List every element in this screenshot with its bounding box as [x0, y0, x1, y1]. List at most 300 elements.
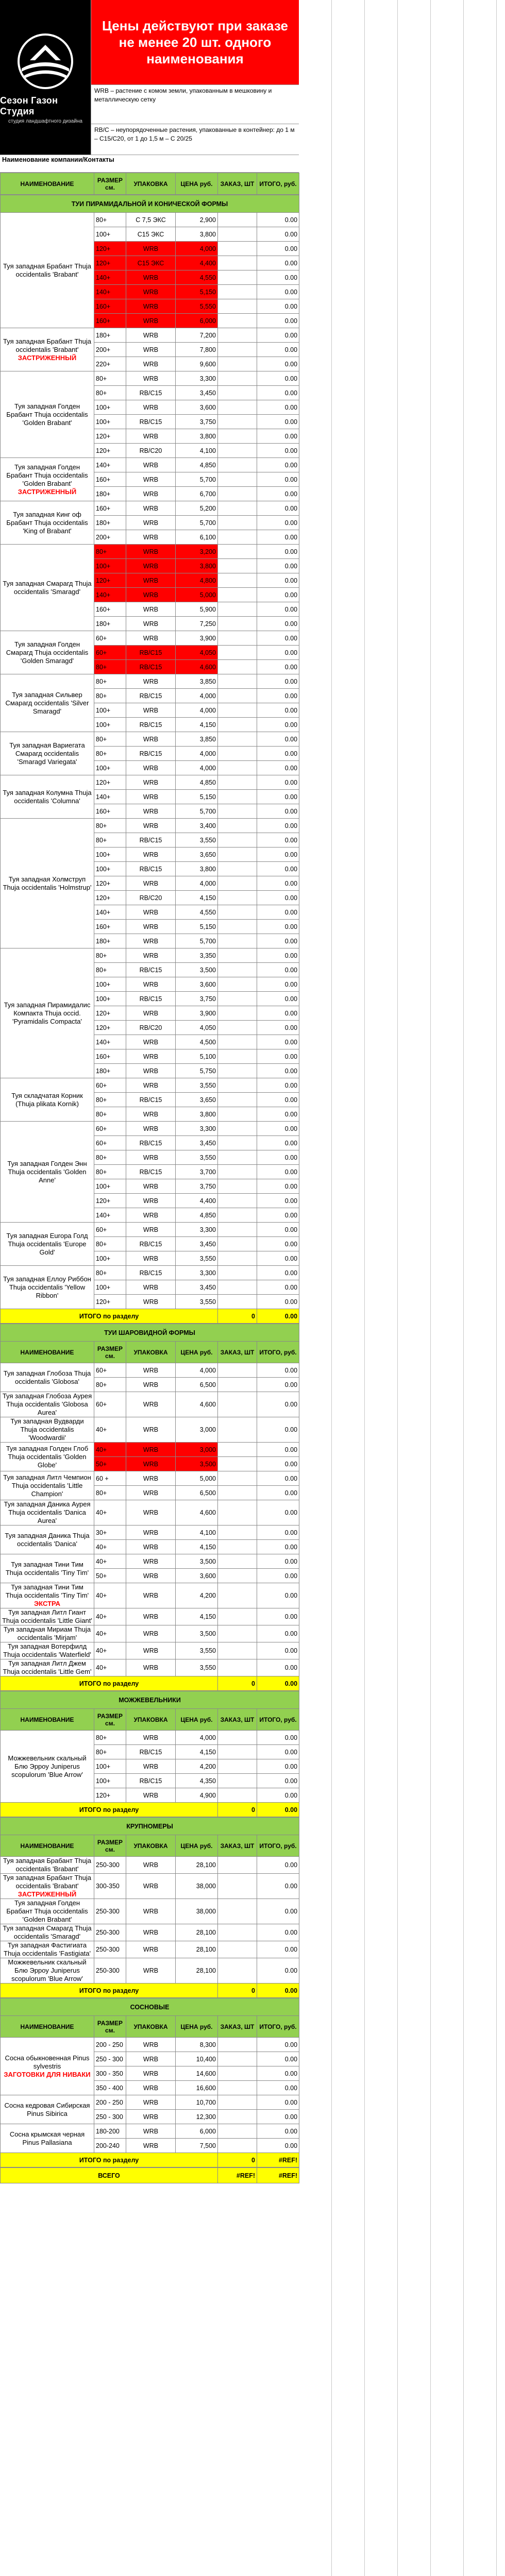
- size-cell: 40+: [94, 1642, 126, 1659]
- row-total-cell: 0.00: [257, 256, 299, 270]
- order-qty-input[interactable]: [218, 617, 257, 631]
- pack-cell: WRB: [126, 934, 176, 948]
- row-total-cell: 0.00: [257, 530, 299, 545]
- size-cell: 80+: [94, 371, 126, 386]
- company-contacts-row[interactable]: Наименование компании/Контакты: [0, 155, 299, 173]
- size-cell: 180+: [94, 487, 126, 501]
- order-qty-input[interactable]: [218, 415, 257, 429]
- order-qty-input[interactable]: [218, 1021, 257, 1035]
- order-qty-input[interactable]: [218, 487, 257, 501]
- size-cell: 40+: [94, 1625, 126, 1642]
- product-name-text: Туя западная Вариегата Смарагд occidentalis 'Smaragd Variegata': [9, 741, 85, 766]
- order-qty-input[interactable]: [218, 314, 257, 328]
- order-qty-input[interactable]: [218, 444, 257, 458]
- order-qty-input[interactable]: [218, 1540, 257, 1554]
- order-qty-input[interactable]: [218, 1165, 257, 1179]
- product-note: ЗАГОТОВКИ ДЛЯ НИВАКИ: [4, 2070, 91, 2078]
- row-total-cell: 0.00: [257, 963, 299, 977]
- order-qty-input[interactable]: [218, 1642, 257, 1659]
- order-qty-input[interactable]: [218, 602, 257, 617]
- product-name-text: Туя западная Еллоу Риббон Thuja occidentalis 'Yellow Ribbon': [3, 1275, 91, 1299]
- product-name: [1, 371, 94, 458]
- price-cell: 4,000: [176, 689, 218, 703]
- order-qty-input[interactable]: [218, 804, 257, 819]
- price-cell: 3,450: [176, 386, 218, 400]
- pack-cell: WRB: [126, 371, 176, 386]
- row-total-cell: 0.00: [257, 2038, 299, 2052]
- table-row: [1, 1659, 299, 1676]
- order-qty-input[interactable]: [218, 1569, 257, 1583]
- order-qty-input[interactable]: [218, 516, 257, 530]
- table-row: [1, 1500, 299, 1526]
- section-table: [0, 1998, 299, 2167]
- product-name: [1, 732, 94, 775]
- order-qty-input[interactable]: [218, 1223, 257, 1237]
- pack-cell: WRB: [126, 1788, 176, 1803]
- table-row: [1, 1941, 299, 1958]
- order-qty-input[interactable]: [218, 1774, 257, 1788]
- section-total-row: [1, 1309, 299, 1324]
- price-cell: 3,550: [176, 1642, 218, 1659]
- order-qty-input[interactable]: [218, 876, 257, 891]
- column-header-pack: УПАКОВКА: [126, 1709, 176, 1731]
- order-qty-input[interactable]: [218, 631, 257, 646]
- price-condition-banner: Цены действуют при заказе не менее 20 шт. одного наименования: [91, 0, 299, 84]
- pack-cell: WRB: [126, 573, 176, 588]
- price-cell: 4,100: [176, 1526, 218, 1540]
- order-qty-input[interactable]: [218, 573, 257, 588]
- pack-cell: RB/C20: [126, 891, 176, 905]
- row-total-cell: 0.00: [257, 1583, 299, 1608]
- order-qty-input[interactable]: [218, 343, 257, 357]
- row-total-cell: 0.00: [257, 1625, 299, 1642]
- section-total-label: ИТОГО по разделу: [1, 1803, 218, 1817]
- size-cell: 140+: [94, 270, 126, 285]
- order-qty-input[interactable]: [218, 1194, 257, 1208]
- price-cell: 3,600: [176, 400, 218, 415]
- pack-cell: WRB: [126, 2081, 176, 2095]
- row-total-cell: 0.00: [257, 1266, 299, 1280]
- order-qty-input[interactable]: [218, 2052, 257, 2066]
- order-qty-input[interactable]: [218, 2081, 257, 2095]
- price-cell: 4,900: [176, 1788, 218, 1803]
- price-cell: 4,000: [176, 242, 218, 256]
- row-total-cell: 0.00: [257, 992, 299, 1006]
- price-cell: 3,800: [176, 862, 218, 876]
- product-name-text: Туя западная Брабант Thuja occidentalis 'Brabant': [3, 337, 91, 353]
- order-qty-input[interactable]: [218, 992, 257, 1006]
- row-total-cell: 0.00: [257, 1150, 299, 1165]
- order-qty-input[interactable]: [218, 1251, 257, 1266]
- table-row: [1, 1526, 299, 1540]
- product-name: [1, 631, 94, 674]
- price-cell: 3,300: [176, 1122, 218, 1136]
- row-total-cell: 0.00: [257, 357, 299, 371]
- note-rb-container: RB/C – неупорядоченные растения, упакованные в контейнер: до 1 м – C15/C20, от 1 до 1,5 м – C 20/25: [91, 124, 299, 155]
- product-name-text: Туя складчатая Корник (Thuja plikata Kornik): [11, 1091, 83, 1108]
- size-cell: 100+: [94, 227, 126, 242]
- row-total-cell: 0.00: [257, 1899, 299, 1924]
- order-qty-input[interactable]: [218, 646, 257, 660]
- order-qty-input[interactable]: [218, 934, 257, 948]
- order-qty-input[interactable]: [218, 689, 257, 703]
- size-cell: 300-350: [94, 1874, 126, 1899]
- order-qty-input[interactable]: [218, 905, 257, 920]
- price-cell: 4,600: [176, 1392, 218, 1417]
- pack-cell: WRB: [126, 530, 176, 545]
- order-qty-input[interactable]: [218, 227, 257, 242]
- column-header-size: РАЗМЕР см.: [94, 1342, 126, 1363]
- table-row: [1, 2124, 299, 2139]
- order-qty-input[interactable]: [218, 963, 257, 977]
- section-title: КРУПНОМЕРЫ: [1, 1818, 299, 1835]
- product-name: [1, 1500, 94, 1526]
- price-cell: 12,300: [176, 2110, 218, 2124]
- order-qty-input[interactable]: [218, 1759, 257, 1774]
- section-table: [0, 1324, 299, 1691]
- order-qty-input[interactable]: [218, 371, 257, 386]
- size-cell: 80+: [94, 1237, 126, 1251]
- order-qty-input[interactable]: [218, 1526, 257, 1540]
- order-qty-input[interactable]: [218, 747, 257, 761]
- pack-cell: WRB: [126, 242, 176, 256]
- pack-cell: WRB: [126, 357, 176, 371]
- order-qty-input[interactable]: [218, 1122, 257, 1136]
- pack-cell: WRB: [126, 761, 176, 775]
- pack-cell: WRB: [126, 472, 176, 487]
- row-total-cell: 0.00: [257, 1924, 299, 1941]
- order-qty-input[interactable]: [218, 1554, 257, 1569]
- price-cell: 6,500: [176, 1378, 218, 1392]
- order-qty-input[interactable]: [218, 1583, 257, 1608]
- order-qty-input[interactable]: [218, 790, 257, 804]
- order-qty-input[interactable]: [218, 530, 257, 545]
- order-qty-input[interactable]: [218, 977, 257, 992]
- row-total-cell: 0.00: [257, 1179, 299, 1194]
- section-table: [0, 1817, 299, 1998]
- price-cell: 3,750: [176, 415, 218, 429]
- column-header-row: [1, 1835, 299, 1857]
- table-row: [1, 1731, 299, 1745]
- pack-cell: WRB: [126, 2038, 176, 2052]
- order-qty-input[interactable]: [218, 1208, 257, 1223]
- size-cell: 40+: [94, 1417, 126, 1443]
- size-cell: 80+: [94, 213, 126, 227]
- table-row: [1, 1642, 299, 1659]
- product-name: [1, 1958, 94, 1984]
- product-name-text: Туя западная Холмструп Thuja occidentalis 'Holmstrup': [3, 875, 92, 891]
- row-total-cell: 0.00: [257, 833, 299, 848]
- order-qty-input[interactable]: [218, 1941, 257, 1958]
- pack-cell: WRB: [126, 2139, 176, 2153]
- pack-cell: WRB: [126, 1659, 176, 1676]
- product-name: [1, 674, 94, 732]
- row-total-cell: 0.00: [257, 1417, 299, 1443]
- logo-emblem-icon: [14, 30, 76, 92]
- product-name-text: Туя западная Мириам Thuja occidentalis 'Mirjam': [3, 1625, 91, 1641]
- size-cell: 80+: [94, 833, 126, 848]
- row-total-cell: 0.00: [257, 270, 299, 285]
- price-cell: 38,000: [176, 1874, 218, 1899]
- size-cell: 200+: [94, 343, 126, 357]
- section-total-sum: 0.00: [257, 1803, 299, 1817]
- price-cell: 3,850: [176, 674, 218, 689]
- size-cell: 60+: [94, 1363, 126, 1378]
- order-qty-input[interactable]: [218, 1924, 257, 1941]
- pack-cell: WRB: [126, 1486, 176, 1500]
- order-qty-input[interactable]: [218, 299, 257, 314]
- row-total-cell: 0.00: [257, 1078, 299, 1093]
- order-qty-input[interactable]: [218, 472, 257, 487]
- pack-cell: WRB: [126, 674, 176, 689]
- price-cell: 4,550: [176, 270, 218, 285]
- size-cell: 50+: [94, 1569, 126, 1583]
- pack-cell: RB/C20: [126, 1021, 176, 1035]
- row-total-cell: 0.00: [257, 1208, 299, 1223]
- product-name: [1, 1642, 94, 1659]
- row-total-cell: 0.00: [257, 314, 299, 328]
- order-qty-input[interactable]: [218, 1179, 257, 1194]
- pack-cell: WRB: [126, 1392, 176, 1417]
- row-total-cell: 0.00: [257, 660, 299, 674]
- order-qty-input[interactable]: [218, 1363, 257, 1378]
- row-total-cell: 0.00: [257, 1237, 299, 1251]
- logo-tagline: студия ландшафтного дизайна: [8, 118, 82, 124]
- row-total-cell: 0.00: [257, 1064, 299, 1078]
- order-qty-input[interactable]: [218, 2095, 257, 2110]
- product-name-text: Туя западная Кинг оф Брабант Thuja occidentalis 'King of Brabant': [6, 510, 88, 535]
- size-cell: 80+: [94, 1266, 126, 1280]
- pack-cell: RB/C15: [126, 1266, 176, 1280]
- size-cell: 80+: [94, 674, 126, 689]
- row-total-cell: 0.00: [257, 2095, 299, 2110]
- order-qty-input[interactable]: [218, 501, 257, 516]
- order-qty-input[interactable]: [218, 1899, 257, 1924]
- column-header-row: [1, 2016, 299, 2038]
- order-qty-input[interactable]: [218, 1266, 257, 1280]
- order-qty-input[interactable]: [218, 1237, 257, 1251]
- price-cell: 3,750: [176, 1179, 218, 1194]
- product-name-text: Туя западная Литл Гиант Thuja occidentalis 'Little Giant': [2, 1608, 92, 1624]
- row-total-cell: 0.00: [257, 862, 299, 876]
- row-total-cell: 0.00: [257, 1049, 299, 1064]
- pack-cell: WRB: [126, 1049, 176, 1064]
- row-total-cell: 0.00: [257, 386, 299, 400]
- order-qty-input[interactable]: [218, 285, 257, 299]
- order-qty-input[interactable]: [218, 718, 257, 732]
- order-qty-input[interactable]: [218, 2124, 257, 2139]
- order-qty-input[interactable]: [218, 2038, 257, 2052]
- order-qty-input[interactable]: [218, 948, 257, 963]
- table-row: [1, 2095, 299, 2110]
- price-cell: 6,000: [176, 2124, 218, 2139]
- price-cell: 3,500: [176, 1625, 218, 1642]
- order-qty-input[interactable]: [218, 862, 257, 876]
- row-total-cell: 0.00: [257, 646, 299, 660]
- order-qty-input[interactable]: [218, 2066, 257, 2081]
- product-name: [1, 1874, 94, 1899]
- order-qty-input[interactable]: [218, 357, 257, 371]
- column-header-name: НАИМЕНОВАНИЕ: [1, 1835, 94, 1857]
- table-row: [1, 775, 299, 790]
- row-total-cell: 0.00: [257, 1136, 299, 1150]
- size-cell: 80+: [94, 1486, 126, 1500]
- column-header-size: РАЗМЕР см.: [94, 173, 126, 195]
- order-qty-input[interactable]: [218, 1443, 257, 1457]
- product-name-text: Туя западная Смарагд Thuja occidentalis 'Smaragd': [3, 579, 92, 596]
- order-qty-input[interactable]: [218, 1049, 257, 1064]
- order-qty-input[interactable]: [218, 1857, 257, 1874]
- order-qty-input[interactable]: [218, 891, 257, 905]
- price-cell: 4,000: [176, 761, 218, 775]
- order-qty-input[interactable]: [218, 1280, 257, 1295]
- order-qty-input[interactable]: [218, 761, 257, 775]
- order-qty-input[interactable]: [218, 545, 257, 559]
- price-cell: 6,700: [176, 487, 218, 501]
- price-cell: 5,150: [176, 920, 218, 934]
- table-row: [1, 1857, 299, 1874]
- order-qty-input[interactable]: [218, 1378, 257, 1392]
- order-qty-input[interactable]: [218, 1093, 257, 1107]
- price-cell: 4,000: [176, 1363, 218, 1378]
- order-qty-input[interactable]: [218, 588, 257, 602]
- order-qty-input[interactable]: [218, 1659, 257, 1676]
- order-qty-input[interactable]: [218, 429, 257, 444]
- order-qty-input[interactable]: [218, 1608, 257, 1625]
- empty-spreadsheet-columns: [299, 0, 505, 2576]
- order-qty-input[interactable]: [218, 660, 257, 674]
- size-cell: 120+: [94, 256, 126, 270]
- order-qty-input[interactable]: [218, 328, 257, 343]
- price-cell: 3,800: [176, 429, 218, 444]
- column-header-name: НАИМЕНОВАНИЕ: [1, 2016, 94, 2038]
- order-qty-input[interactable]: [218, 848, 257, 862]
- pack-cell: WRB: [126, 732, 176, 747]
- order-qty-input[interactable]: [218, 1136, 257, 1150]
- order-qty-input[interactable]: [218, 1471, 257, 1486]
- column-header-row: [1, 173, 299, 195]
- row-total-cell: 0.00: [257, 1659, 299, 1676]
- order-qty-input[interactable]: [218, 458, 257, 472]
- order-qty-input[interactable]: [218, 775, 257, 790]
- column-header-total: ИТОГО, руб.: [257, 1835, 299, 1857]
- size-cell: 120+: [94, 1006, 126, 1021]
- pack-cell: RB/C15: [126, 386, 176, 400]
- size-cell: 60+: [94, 1078, 126, 1093]
- table-row: [1, 732, 299, 747]
- order-qty-input[interactable]: [218, 1625, 257, 1642]
- pack-cell: WRB: [126, 977, 176, 992]
- order-qty-input[interactable]: [218, 833, 257, 848]
- column-header-pack: УПАКОВКА: [126, 1342, 176, 1363]
- price-cell: 4,400: [176, 256, 218, 270]
- section-total-sum: 0.00: [257, 1309, 299, 1324]
- grand-total-order: #REF!: [218, 2168, 257, 2183]
- price-cell: 5,700: [176, 804, 218, 819]
- size-cell: 250 - 300: [94, 2110, 126, 2124]
- order-qty-input[interactable]: [218, 1457, 257, 1471]
- order-qty-input[interactable]: [218, 213, 257, 227]
- order-qty-input[interactable]: [218, 920, 257, 934]
- order-qty-input[interactable]: [218, 703, 257, 718]
- row-total-cell: 0.00: [257, 1165, 299, 1179]
- price-cell: 38,000: [176, 1899, 218, 1924]
- note-wrb: WRB – растение с комом земли, упакованным в мешковину и металлическую сетку: [91, 84, 299, 124]
- column-header-total: ИТОГО, руб.: [257, 2016, 299, 2038]
- order-qty-input[interactable]: [218, 2110, 257, 2124]
- order-qty-input[interactable]: [218, 1486, 257, 1500]
- order-qty-input[interactable]: [218, 270, 257, 285]
- pack-cell: WRB: [126, 1608, 176, 1625]
- order-qty-input[interactable]: [218, 400, 257, 415]
- order-qty-input[interactable]: [218, 732, 257, 747]
- pack-cell: RB/C15: [126, 1165, 176, 1179]
- product-name: [1, 1941, 94, 1958]
- order-qty-input[interactable]: [218, 1006, 257, 1021]
- order-qty-input[interactable]: [218, 559, 257, 573]
- order-qty-input[interactable]: [218, 1788, 257, 1803]
- product-name-text: Сосна крымская черная Pinus Pallasiana: [9, 2130, 85, 2146]
- product-note: ЗАСТРИЖЕННЫЙ: [18, 487, 77, 496]
- order-qty-input[interactable]: [218, 256, 257, 270]
- order-qty-input[interactable]: [218, 819, 257, 833]
- price-cell: 3,500: [176, 963, 218, 977]
- row-total-cell: 0.00: [257, 689, 299, 703]
- size-cell: 140+: [94, 285, 126, 299]
- order-qty-input[interactable]: [218, 1295, 257, 1309]
- order-qty-input[interactable]: [218, 1500, 257, 1526]
- column-header-price: ЦЕНА руб.: [176, 1709, 218, 1731]
- order-qty-input[interactable]: [218, 1064, 257, 1078]
- price-cell: 4,200: [176, 1583, 218, 1608]
- price-cell: 3,450: [176, 1136, 218, 1150]
- order-qty-input[interactable]: [218, 1417, 257, 1443]
- column-header-pack: УПАКОВКА: [126, 173, 176, 195]
- pack-cell: WRB: [126, 1899, 176, 1924]
- column-header-size: РАЗМЕР см.: [94, 1709, 126, 1731]
- order-qty-input[interactable]: [218, 242, 257, 256]
- section-table: [0, 195, 299, 1324]
- size-cell: 120+: [94, 444, 126, 458]
- pack-cell: WRB: [126, 1107, 176, 1122]
- pack-cell: C 7,5 ЭКС: [126, 213, 176, 227]
- order-qty-input[interactable]: [218, 386, 257, 400]
- price-cell: 4,150: [176, 718, 218, 732]
- price-cell: 3,800: [176, 559, 218, 573]
- order-qty-input[interactable]: [218, 1107, 257, 1122]
- product-name: [1, 1392, 94, 1417]
- order-qty-input[interactable]: [218, 1874, 257, 1899]
- order-qty-input[interactable]: [218, 674, 257, 689]
- order-qty-input[interactable]: [218, 1958, 257, 1984]
- section-title: ТУИ ПИРАМИДАЛЬНОЙ И КОНИЧЕСКОЙ ФОРМЫ: [1, 195, 299, 213]
- order-qty-input[interactable]: [218, 1150, 257, 1165]
- order-qty-input[interactable]: [218, 1731, 257, 1745]
- order-qty-input[interactable]: [218, 1745, 257, 1759]
- order-qty-input[interactable]: [218, 1078, 257, 1093]
- section-total-sum: 0.00: [257, 1984, 299, 1998]
- size-cell: 100+: [94, 703, 126, 718]
- price-cell: 5,200: [176, 501, 218, 516]
- pack-cell: WRB: [126, 1554, 176, 1569]
- order-qty-input[interactable]: [218, 2139, 257, 2153]
- order-qty-input[interactable]: [218, 1035, 257, 1049]
- product-name: [1, 1554, 94, 1583]
- row-total-cell: 0.00: [257, 761, 299, 775]
- column-header-name: НАИМЕНОВАНИЕ: [1, 1342, 94, 1363]
- pack-cell: WRB: [126, 429, 176, 444]
- order-qty-input[interactable]: [218, 1392, 257, 1417]
